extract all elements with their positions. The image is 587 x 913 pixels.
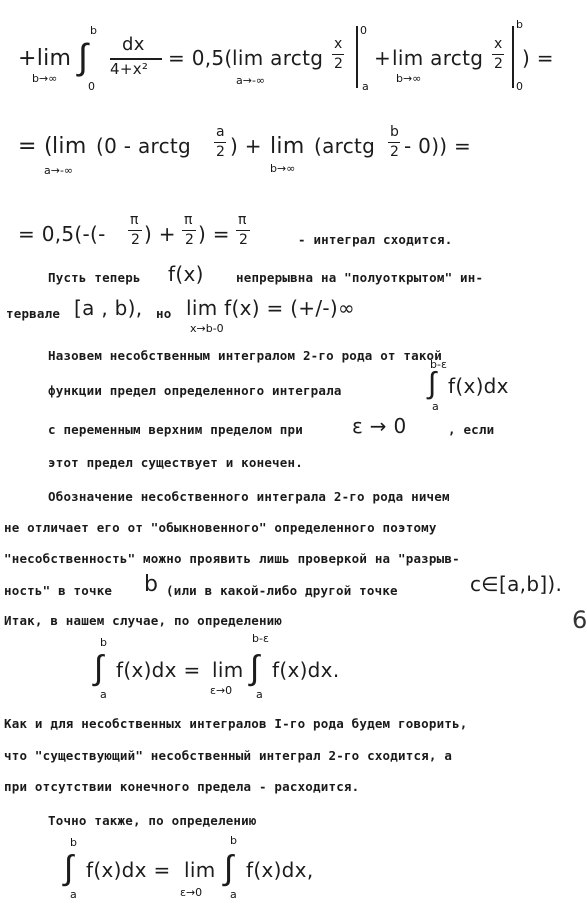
p5-line1: Точно также, по определению [48,813,257,828]
f3-two-3: 2 [239,232,249,248]
f4-body: f(x)dx = [116,658,201,682]
p1-lim: lim f(x) = (+/-)∞ [186,296,355,320]
f1-lim2-under: b→∞ [396,72,422,85]
p2-int-upper: b-ε [430,358,447,371]
p3-c: c∈[a,b]). [470,572,563,596]
f2-close1: ) + [230,134,262,158]
f5-integral-sign: ∫ [64,848,74,888]
p2-line3-b: , если [448,422,495,437]
p2-int-lower: a [432,400,439,413]
f2-start: = ( [18,134,53,159]
f5-body2: f(x)dx, [246,858,314,882]
p3-line1: Обозначение несобственного интеграла 2-го рода ничем [48,489,450,504]
f1-int-upper: b [90,24,97,37]
f1-x-bar-2 [492,54,504,55]
f2-lim2-under: b→∞ [270,162,296,175]
p2-integral-sign: ∫ [428,366,437,401]
p4-line1: Как и для несобственных интегралов I-го рода будем говорить, [4,716,468,731]
f2-b-bar [388,142,400,143]
f3-dash-text: - интеграл сходится. [298,232,453,247]
p2-line3-a: с переменным верхним пределом при [48,422,303,437]
f1-numerator: dx [122,34,145,55]
p1-line2-b: но [156,306,172,321]
f3-bar-3 [236,230,250,231]
p2-eps: ε → 0 [352,414,407,438]
p1-line2-a: тервале [6,306,61,321]
f1-bar1-lower: a [362,80,369,93]
f2-a-bar [214,142,226,143]
f2-lim2: lim [270,134,305,159]
f3-start: = 0,5(-(- [18,222,106,246]
p3-line4-b: (или в какой-либо другой точке [166,583,398,598]
p3-line2: не отличает его от "обыкновенного" определенного поэтому [4,520,437,535]
f1-lim1: lim arctg [232,46,324,70]
f3-end: ) = [198,222,230,246]
f5-int-lower: a [70,888,77,901]
p1-line1-b: непрерывна на "полуоткрытом" ин- [236,270,484,285]
f2-lim1-under: a→-∞ [44,164,74,177]
p2-line4: этот предел существует и конечен. [48,455,303,470]
f2-close2: - 0)) = [404,134,472,158]
f1-x-num-2: x [494,36,503,52]
p3-line5: Итак, в нашем случае, по определению [4,613,283,628]
f4-lim-under: ε→0 [210,684,233,697]
p1-interval: [a , b), [74,296,143,320]
f4-int2-lower: a [256,688,263,701]
p1-line1-a: Пусть теперь [48,270,141,285]
f5-integral-sign-2: ∫ [224,848,234,888]
f1-bar2-lower: 0 [516,80,523,93]
f2-a-den: 2 [216,144,226,160]
f5-body: f(x)dx = [86,858,171,882]
f2-body1: (0 - arctg [96,134,192,158]
f1-lim-under: b→∞ [32,72,58,85]
f2-a-num: a [216,124,225,140]
p4-line2: что "существующий" несобственный интеграл 2-го сходится, а [4,748,453,763]
f5-int-upper: b [70,836,77,849]
f5-lim-under: ε→0 [180,886,203,899]
f3-bar-1 [128,230,142,231]
f1-eval-bar-2 [512,26,514,88]
f2-b-num: b [390,124,400,140]
f4-integral-sign: ∫ [94,648,104,688]
f4-body2: f(x)dx. [272,658,340,682]
f1-lim2: lim arctg [392,46,484,70]
f4-integral-sign-2: ∫ [250,648,260,688]
f4-int-lower: a [100,688,107,701]
f3-pi-3: π [238,212,247,228]
f1-eval-bar-1 [356,26,358,88]
f1-bar1-upper: 0 [360,24,367,37]
f1-int-lower: 0 [88,80,95,93]
f2-lim1: lim [52,134,87,159]
p3-line3: "несобственность" можно проявить лишь проверкой на "разрыв- [4,551,460,566]
p1-fx: f(x) [168,262,204,286]
f3-two-2: 2 [185,232,195,248]
f1-x-den: 2 [334,56,344,72]
f1-x-bar [332,54,344,55]
f1-coef: = 0,5( [168,46,233,70]
p2-line1: Назовем несобственным интегралом 2-го рода от такой [48,348,443,363]
f4-int-upper: b [100,636,107,649]
f1-x-den-2: 2 [494,56,504,72]
f1-tail: ) = [522,46,554,70]
f2-b-den: 2 [390,144,400,160]
f4-int2-upper: b-ε [252,632,269,645]
p2-int-body: f(x)dx [448,374,509,398]
f3-mid: ) + [144,222,176,246]
f1-plus-lim: +lim [18,46,72,71]
margin-mark: 6 [572,606,587,634]
f1-denominator: 4+x² [110,60,149,78]
f3-bar-2 [182,230,196,231]
p4-line3: при отсутствии конечного предела - расходится. [4,779,360,794]
f4-lim: lim [212,658,244,682]
f5-int2-lower: a [230,888,237,901]
f5-lim: lim [184,858,216,882]
f5-int2-upper: b [230,834,237,847]
f3-pi-2: π [184,212,193,228]
f2-body2: (arctg [314,134,376,158]
p3-line4-a: ность" в точке [4,583,113,598]
f1-x-num: x [334,36,343,52]
f3-two-1: 2 [131,232,141,248]
f3-pi-1: π [130,212,139,228]
p2-line2-a: функции предел определенного интеграла [48,383,342,398]
p3-b: b [144,572,159,597]
f1-lim1-under: a→-∞ [236,74,266,87]
f1-bar2-upper: b [516,18,523,31]
f1-plus: + [374,46,392,70]
p1-lim-under: x→b-0 [190,322,224,335]
f1-integral-sign: ∫ [78,37,89,78]
